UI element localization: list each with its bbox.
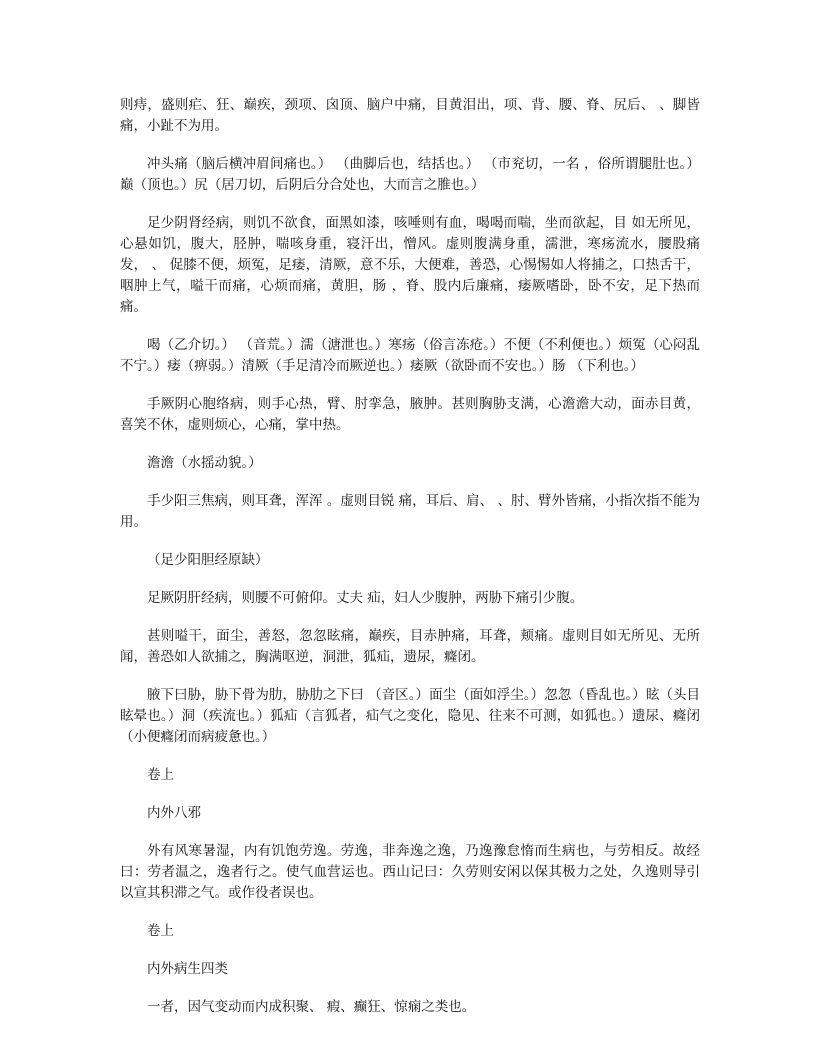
- paragraph-8: （足少阳胆经原缺）: [147, 552, 269, 568]
- section-label-volume: 卷上: [147, 767, 174, 783]
- section-title-four-categories: 内外病生四类: [147, 961, 228, 977]
- paragraph-6: 澹澹（水摇动貌。）: [147, 455, 262, 471]
- document-body: [120, 95, 700, 1035]
- paragraph-9: 足厥阴肝经病，则腰不可俯仰。丈夫 疝，妇人少腹肿，两胁下痛引少腹。: [147, 590, 584, 606]
- paragraph-5: 手厥阴心胞络病，则手心热，臂、肘挛急，腋肿。甚则胸胁支满，心澹澹大动，面赤目黄，喜笑不休，虚则烦心，心痛，掌中热。: [120, 396, 700, 433]
- paragraph-1: 则痔，盛则疟、狂、巅疾，颈项、囟顶、脑户中痛，目黄泪出，项、背、腰、脊、尻后、 、脚皆痛，小趾不为用。: [120, 97, 700, 134]
- section-label-volume-2: 卷上: [147, 923, 174, 939]
- paragraph-10: 甚则嗌干，面尘，善怒，忽忽眩痛，巅疾，目赤肿痛，耳聋，颊痛。虚则目如无所见、无所闻，善恐如人欲捕之，胸满呕逆，洞泄，狐疝，遗尿，癃闭。: [120, 628, 700, 665]
- paragraph-7: 手少阳三焦病，则耳聋，浑浑 。虚则目锐 痛，耳后、肩、 、肘、臂外皆痛，小指次指不能为用。: [120, 493, 700, 530]
- paragraph-17: 一者，因气变动而内成积聚、 瘕、癫狂、惊痫之类也。: [147, 999, 476, 1015]
- paragraph-4: 喝（乙介切。） （音荒。）濡（溏泄也。）寒疡（俗言冻疮。）不便（不利便也。）烦冤（心闷乱不宁。）痿（痹弱。）清厥（手足清冷而厥逆也。）痿厥（欲卧而不安也。）肠 （下利也。）: [120, 337, 700, 374]
- paragraph-11: 腋下曰胁，胁下骨为肋，胁肋之下曰 （音区。）面尘（面如浮尘。）忽忽（昏乱也。）眩（头目眩晕也。）洞（疾流也。）狐疝（言狐者，疝气之变化，隐见、往来不可测，如狐也。）遗尿、癃闭（小便癃闭而病疲惫也。）: [120, 687, 700, 745]
- paragraph-14: 外有风寒暑湿，内有饥饱劳逸。劳逸，非奔逸之逸，乃逸豫怠惰而生病也，与劳相反。故经曰：劳者温之，逸者行之。使气血营运也。西山记曰：久劳则安闲以保其极力之处，久逸则导引以宣其积滞之气。或作役者误也。: [120, 843, 700, 901]
- paragraph-2: 冲头痛（脑后横冲眉间痛也。） （曲脚后也，结括也。） （市兖切，一名 ，俗所谓腿肚也。）巅（顶也。）尻（居刀切，后阴后分合处也，大而言之脽也。）: [120, 156, 700, 193]
- section-title-eight-evils: 内外八邪: [147, 805, 201, 821]
- paragraph-3: 足少阴肾经病，则饥不欲食，面黑如漆，咳唾则有血，喝喝而喘，坐而欲起，目 如无所见，心悬如饥，腹大，胫肿，喘咳身重，寝汗出，憎风。虚则腹满身重，濡泄，寒疡流水，腰股痛发， 、 促膝不便，烦冤，足痿，清厥，意不乐，大便难，善恐，心惕惕如人将捕之，口热舌干，咽肿上气，嗌干而痛，心烦而痛，黄胆，肠 ，脊、股内后廉痛，痿厥嗜卧，卧不安，足下热而痛。: [120, 215, 700, 315]
